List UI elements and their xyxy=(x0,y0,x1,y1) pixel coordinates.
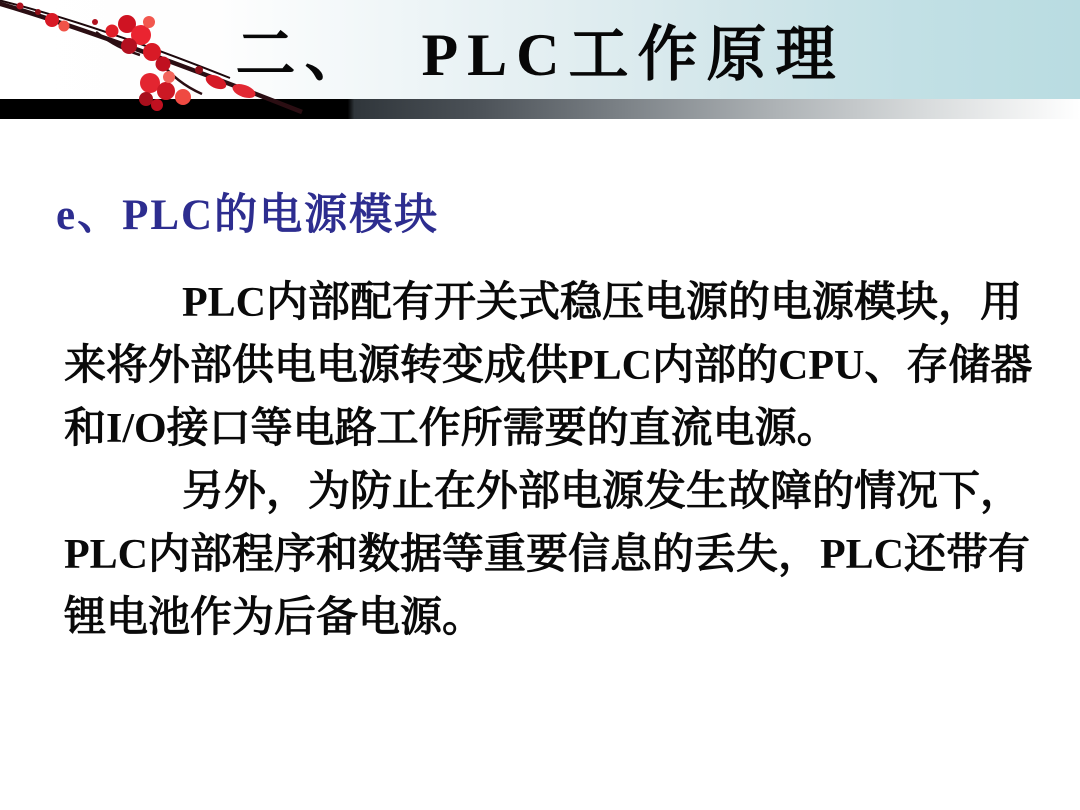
slide-title: 二、 PLC工作原理 xyxy=(235,21,845,88)
paragraph1-line3: 和I/O接口等电路工作所需要的直流电源。 xyxy=(64,406,839,452)
section-heading: e、PLC的电源模块 xyxy=(56,192,440,239)
paragraph1-line2: 来将外部供电电源转变成供PLC内部的CPU、存储器 xyxy=(64,343,1033,389)
paragraph1-line1: PLC内部配有开关式稳压电源的电源模块，用 xyxy=(182,280,1023,326)
paragraph2-line1: 另外，为防止在外部电源发生故障的情况下， xyxy=(182,469,1023,515)
paragraph2-line2: PLC内部程序和数据等重要信息的丢失，PLC还带有 xyxy=(64,532,1031,578)
body-text xyxy=(64,272,1054,650)
plum-blossom-icon xyxy=(0,0,430,128)
paragraph2-line3: 锂电池作为后备电源。 xyxy=(64,595,485,641)
